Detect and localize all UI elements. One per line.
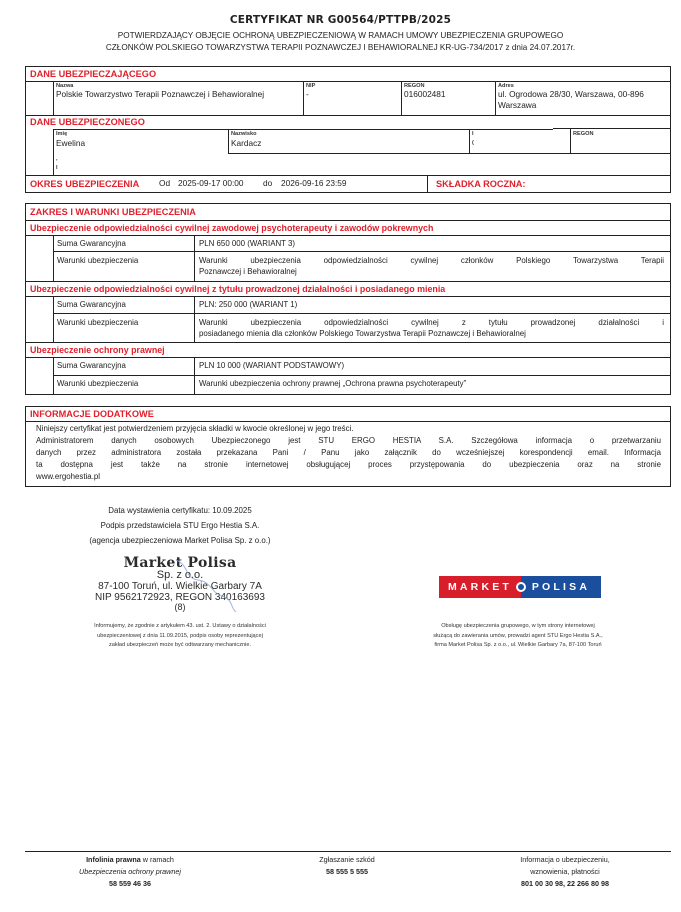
insurer-section-title: DANE UBEZPIECZAJĄCEGO [30, 69, 157, 79]
footer-col2-phone: 58 555 5 555 [326, 867, 368, 876]
stamp-name: Market Polisa [123, 555, 237, 571]
scope-group3-sum-value: PLN 10 000 (WARIANT PODSTAWOWY) [199, 361, 345, 370]
insurer-address-label: Adres [498, 83, 514, 89]
insurer-name-value: Polskie Towarzystwo Terapii Poznawczej i Behawioralnej [56, 89, 265, 99]
scope-group2-sum-label: Suma Gwarancyjna [57, 300, 126, 309]
brand-note-line3: firma Market Polisa Sp. z o.o., ul. Wielkie Garbary 7a, 87-100 Toruń [434, 642, 602, 648]
scope-group2-terms-line1: Warunki ubezpieczenia odpowiedzialności cywilnej z tytułu prowadzonej działalności i [199, 318, 664, 327]
footer-col2-line1: Zgłaszanie szkód [319, 855, 375, 864]
footer-info [475, 854, 655, 890]
period-from-label: Od [159, 178, 171, 188]
logo-puzzle-icon [516, 582, 526, 592]
signature-note-line3: zakład ubezpieczeń może być odtwarzany mechanicznie. [108, 642, 252, 648]
footer-divider [25, 851, 671, 852]
scope-group2-terms-label: Warunki ubezpieczenia [57, 318, 139, 327]
insurer-regon-value: 016002481 [404, 89, 446, 99]
scope-group2-terms-line2: posiadanego mienia dla członków Polskiego Towarzystwa Terapii Poznawczej i Behawioralnej [199, 329, 526, 338]
scope-group2-title: Ubezpieczenie odpowiedzialności cywilnej z tytułu prowadzonej działalności i posiadanego mienia [30, 284, 446, 294]
footer-claims [287, 854, 407, 878]
insured-regon-label: REGON [573, 131, 594, 137]
insured-last-name-value: Kardacz [231, 138, 262, 148]
insurer-insured-box [25, 66, 671, 193]
signature-note-line1: Informujemy, że zgodnie z artykułem 43. ust. 2. Ustawy o działalności [94, 623, 266, 629]
scope-section-title: ZAKRES I WARUNKI UBEZPIECZENIA [30, 207, 196, 217]
period-to-label: do [263, 178, 273, 188]
insured-first-name-label: Imię [56, 131, 68, 137]
insured-row2-mark2: I [56, 165, 58, 171]
insurer-address-line1: ul. Ogrodowa 28/30, Warszawa, 00-896 [498, 89, 644, 99]
logo-left: MARKET [439, 576, 521, 598]
premium-label: SKŁADKA ROCZNA: [436, 179, 526, 189]
stamp-number: (8) [174, 602, 186, 612]
signer-text: Podpis przedstawiciela STU Ergo Hestia S.A. [100, 521, 260, 530]
footer-col1-line2: Ubezpieczenia ochrony prawnej [79, 867, 181, 876]
agency-text: (agencja ubezpieczeniowa Market Polisa Sp. z o.o.) [89, 536, 271, 545]
certificate-title: CERTYFIKAT NR G00564/PTTPB/2025 [229, 14, 452, 26]
scope-group1-sum-value: PLN 650 000 (WARIANT 3) [199, 239, 296, 248]
additional-line1: Niniejszy certyfikat jest potwierdzeniem przyjęcia składki w kwocie określonej w jego treści. [36, 424, 354, 433]
footer-col3-line2: wznowienia, płatności [530, 867, 600, 876]
insurer-name-label: Nazwa [56, 83, 74, 89]
stamp-address: 87-100 Toruń, ul. Wielkie Garbary 7A [98, 581, 262, 592]
insured-first-name-value: Ewelina [56, 138, 86, 148]
scope-group1-title: Ubezpieczenie odpowiedzialności cywilnej zawodowej psychoterapeuty i zawodów pokrewnych [30, 223, 434, 233]
scope-group2-sum-value: PLN: 250 000 (WARIANT 1) [199, 300, 298, 309]
period-to-value: 2026-09-16 23:59 [281, 178, 347, 188]
scope-group1-terms-line2: Poznawczej i Behawioralnej [199, 267, 297, 276]
footer-col3-line1: Informacja o ubezpieczeniu, [520, 855, 610, 864]
insured-col3-label: I [472, 131, 474, 137]
signature-note-line2: ubezpieczeniowej z dnia 11.09.2015, podpis osoby reprezentującej [97, 632, 263, 639]
footer-col1-rest: w ramach [140, 855, 174, 864]
stamp-company: Sp. z o.o. [156, 569, 204, 581]
certificate-subtitle-line1: POTWIERDZAJĄCY OBJĘCIE OCHRONĄ UBEZPIECZENIOWĄ W RAMACH UMOWY UBEZPIECZENIA GRUPOWEGO [117, 31, 564, 40]
brand-note-line2: służącą do zawierania umów, prowadzi agent STU Ergo Hestia S.A., [433, 632, 603, 639]
footer-col3-phone: 801 00 30 98, 22 266 80 98 [521, 879, 609, 888]
market-polisa-logo [439, 576, 601, 598]
additional-line2: Administratorem danych osobowych Ubezpieczonego jest STU ERGO HESTIA S.A. Szczegółowa informacja o przetwarzaniu [36, 436, 661, 445]
certificate-subtitle-line2: CZŁONKÓW POLSKIEGO TOWARZYSTWA TERAPII POZNAWCZEJ I BEHAWIORALNEJ KR-UG-734/2017 z dnia 24.07.2017r. [105, 43, 576, 52]
period-from-value: 2025-09-17 00:00 [178, 178, 244, 188]
insured-row2-mark1: , [56, 156, 58, 162]
scope-box [25, 203, 671, 395]
additional-section-title: INFORMACJE DODATKOWE [30, 409, 154, 419]
company-stamp [70, 556, 290, 612]
additional-line3: danych przez administratora została przekazana Pani / Panu jako załącznik do wcześniejszej korespondencji email. Informacja [36, 448, 661, 457]
brand-note-line1: Obsługę ubezpieczenia grupowego, w tym strony internetowej [441, 623, 595, 629]
scope-group1-sum-label: Suma Gwarancyjna [57, 239, 126, 248]
scope-group3-sum-label: Suma Gwarancyjna [57, 361, 126, 370]
insurer-regon-label: REGON [404, 83, 425, 89]
insured-last-name-label: Nazwisko [231, 131, 257, 137]
issue-date: Data wystawienia certyfikatu: 10.09.2025 [108, 506, 252, 515]
logo-right: POLISA [521, 576, 601, 598]
scope-group1-terms-label: Warunki ubezpieczenia [57, 256, 139, 265]
footer-col1-bold: Infolinia prawna [86, 855, 141, 864]
additional-info-box [25, 406, 671, 487]
stamp-ids: NIP 9562172923, REGON 340163693 [95, 592, 265, 603]
scope-group3-terms-line1: Warunki ubezpieczenia ochrony prawnej „Ochrona prawna psychoterapeuty” [199, 379, 467, 388]
insured-col3-value: ( [472, 140, 474, 146]
footer-col1-phone: 58 559 46 36 [109, 879, 151, 888]
additional-line5: www.ergohestia.pl [36, 472, 101, 481]
insurer-address-line2: Warszawa [498, 100, 537, 110]
period-section-title: OKRES UBEZPIECZENIA [30, 179, 140, 189]
insured-section-title: DANE UBEZPIECZONEGO [30, 117, 145, 127]
scope-group3-terms-label: Warunki ubezpieczenia [57, 379, 139, 388]
scope-group1-terms-line1: Warunki ubezpieczenia odpowiedzialności cywilnej członków Polskiego Towarzystwa Terapii [199, 256, 664, 265]
footer-legal-hotline [45, 854, 215, 890]
additional-line4: ta dostępna jest także na stronie internetowej obsługującej proces przystępowania do ubezpieczenia oraz na stronie [36, 460, 661, 469]
insurer-nip-value: - [306, 89, 309, 99]
scope-group3-title: Ubezpieczenie ochrony prawnej [30, 345, 165, 355]
insurer-nip-label: NIP [306, 83, 316, 89]
